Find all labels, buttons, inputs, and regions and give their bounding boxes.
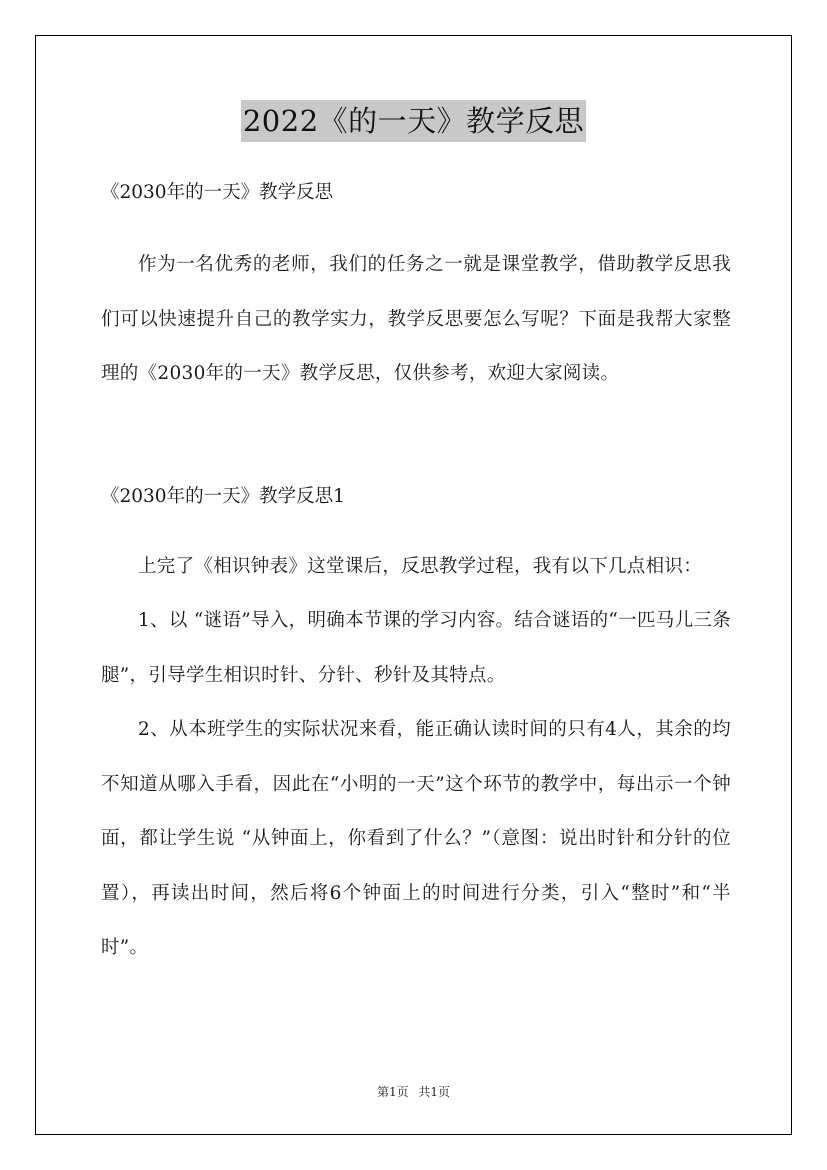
paragraph-1: 上完了《相识钟表》这堂课后，反思教学过程，我有以下几点相识：: [138, 555, 703, 577]
document-body: [101, 178, 731, 976]
page-number-current: 第1页: [376, 1085, 409, 1099]
page-footer: [0, 1083, 827, 1100]
title-wrapper: [0, 100, 827, 142]
page-number-total: 共1页: [418, 1085, 451, 1099]
intro-paragraph: 作为一名优秀的老师，我们的任务之一就是课堂教学，借助教学反思我们可以快速提升自己的教学实力，教学反思要怎么写呢？下面是我帮大家整理的《2030年的一天》教学反思，仅供参考，欢迎大家阅读。: [101, 254, 731, 384]
section-heading-intro: 《2030年的一天》教学反思: [101, 182, 334, 203]
paragraph-2: 1、以 “谜语”导入，明确本节课的学习内容。结合谜语的“一匹马儿三条腿”，引导学生相识时针、分针、秒针及其特点。: [101, 610, 731, 686]
section-heading-reflection-1: 《2030年的一天》教学反思1: [101, 485, 345, 507]
document-title: 2022《的一天》教学反思: [241, 100, 586, 142]
paragraph-3: 2、从本班学生的实际状况来看，能正确认读时间的只有4人，其余的均不知道从哪入手看，因此在“小明的一天”这个环节的教学中，每出示一个钟面，都让学生说 “从钟面上，你看到了什么？”（意图：说出时针和分针的位置），再读出时间，然后将6个钟面上的时间进行分类，引入“整时”和“半时”。: [101, 719, 731, 958]
